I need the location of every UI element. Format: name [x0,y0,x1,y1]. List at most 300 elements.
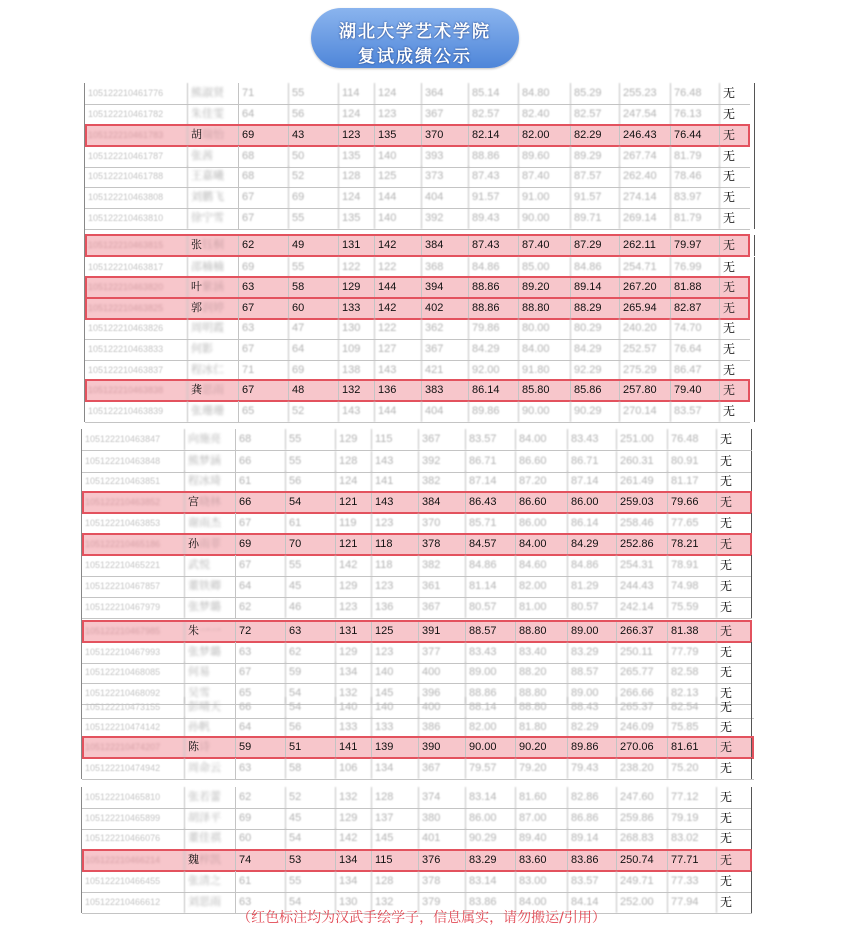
remark-cell: 无 [720,298,755,319]
remark-cell: 无 [717,828,752,849]
candidate-id: 105122210463853 [82,513,185,534]
score-cell: 83.00 [516,871,568,892]
candidate-name [185,787,236,808]
score-cell: 250.11 [617,642,668,663]
score-cell: 383 [422,380,469,401]
table-row [82,758,754,780]
score-cell: 84.80 [519,83,571,104]
score-cell: 55 [289,257,339,278]
score-cell: 82.00 [516,576,568,597]
score-cell: 88.29 [571,298,620,319]
highlighted-row [85,298,750,320]
score-cell: 421 [422,360,469,381]
score-cell: 81.88 [671,277,720,298]
score-cell: 143 [375,360,422,381]
candidate-id: 105122210463817 [85,257,188,278]
score-cell: 129 [336,576,372,597]
score-cell: 142 [375,235,422,256]
name-redacted: 雨菲 [199,538,221,550]
score-cell: 132 [339,380,375,401]
score-cell: 85.00 [519,257,571,278]
score-cell: 87.00 [516,808,568,829]
remark-cell: 无 [717,808,752,829]
score-cell: 84.57 [466,534,516,555]
title-badge [311,8,519,68]
score-cell: 89.00 [568,683,617,704]
table-block [84,83,750,422]
score-cell: 83.57 [466,429,516,450]
score-cell: 122 [375,318,422,339]
score-cell: 62 [236,597,286,618]
table-row [85,146,750,168]
score-cell: 67 [239,187,289,208]
score-cell: 82.29 [571,125,620,146]
table-row [82,787,752,809]
score-cell: 43 [289,125,339,146]
score-cell: 80.57 [568,597,617,618]
table-row [85,187,750,209]
score-cell: 119 [336,513,372,534]
score-cell: 55 [286,555,336,576]
remark-cell: 无 [717,534,752,555]
score-cell: 135 [375,125,422,146]
score-cell: 87.40 [519,235,571,256]
candidate-name [185,697,236,718]
score-cell: 92.29 [571,360,620,381]
highlight-border [82,736,754,759]
candidate-id: 105122210463825 [85,298,188,319]
score-cell: 135 [339,146,375,167]
remark-cell: 无 [717,871,752,892]
score-cell: 88.14 [466,697,516,718]
score-cell: 137 [372,808,419,829]
score-cell: 84.29 [568,534,617,555]
name-surname: 魏 [188,854,199,866]
score-cell: 262.40 [620,166,671,187]
footer-note: （红色标注均为汉武手绘学子，信息属实，请勿搬运/引用） [237,910,606,926]
candidate-name [185,471,236,492]
score-cell: 88.43 [568,697,617,718]
score-cell: 79.43 [568,758,617,779]
score-cell: 87.43 [469,235,519,256]
score-cell: 396 [419,683,466,704]
score-cell: 68 [236,429,286,450]
score-cell: 66 [236,492,286,513]
title-school: 湖北大学艺术学院 [339,22,491,42]
score-cell: 90.00 [519,401,571,422]
remark-cell: 无 [717,492,752,513]
score-cell: 378 [419,871,466,892]
score-cell: 81.80 [516,717,568,738]
candidate-id: 105122210461783 [85,125,188,146]
score-cell: 143 [339,401,375,422]
score-cell: 68 [239,166,289,187]
score-cell: 63 [239,277,289,298]
score-cell: 67 [239,298,289,319]
score-cell: 84.86 [571,257,620,278]
candidate-id: 105122210474942 [82,758,185,779]
candidate-id: 105122210468092 [82,683,185,704]
score-cell: 81.60 [516,787,568,808]
candidate-name [185,758,236,779]
candidate-id: 105122210465186 [82,534,185,555]
score-cell: 270.14 [620,401,671,422]
score-cell: 89.86 [568,737,617,758]
remark-cell: 无 [720,401,755,422]
score-cell: 84.60 [516,555,568,576]
score-cell: 240.20 [620,318,671,339]
score-cell: 74.70 [671,318,720,339]
name-surname: 宫 [188,496,199,508]
score-cell: 65 [236,683,286,704]
remark-cell: 无 [720,166,755,187]
score-cell: 118 [372,555,419,576]
candidate-id: 105122210463820 [85,277,188,298]
score-cell: 83.14 [466,787,516,808]
score-cell: 81.29 [568,576,617,597]
score-cell: 82.86 [568,787,617,808]
score-cell: 135 [339,208,375,229]
score-cell: 238.20 [617,758,668,779]
score-cell: 64 [236,717,286,738]
score-cell: 124 [336,471,372,492]
score-cell: 75.20 [668,758,717,779]
table-row [82,808,752,830]
score-cell: 252.00 [617,892,668,913]
score-cell: 125 [372,621,419,642]
score-cell: 88.80 [516,683,568,704]
table-row [85,83,750,105]
table-row [82,555,752,577]
name-redacted: 梓凯 [199,854,221,866]
candidate-id: 105122210467857 [82,576,185,597]
score-cell: 78.91 [668,555,717,576]
score-cell: 76.44 [671,125,720,146]
score-cell: 84.86 [466,555,516,576]
score-cell: 79.19 [668,808,717,829]
score-cell: 81.00 [516,597,568,618]
score-cell: 55 [289,208,339,229]
score-cell: 79.20 [516,758,568,779]
candidate-id: 105122210461776 [85,83,188,104]
score-cell: 63 [236,758,286,779]
name-redacted: 张清之 [188,875,221,887]
score-cell: 71 [239,83,289,104]
remark-cell: 无 [720,380,755,401]
remark-cell: 无 [717,892,752,913]
score-cell: 74.98 [668,576,717,597]
score-cell: 384 [422,235,469,256]
score-cell: 373 [422,166,469,187]
score-cell: 269.14 [620,208,671,229]
name-surname: 孙 [188,538,199,550]
score-cell: 247.54 [620,104,671,125]
score-cell: 82.87 [671,298,720,319]
table-block [81,787,752,913]
name-surname: 龚 [191,384,202,396]
score-cell: 89.20 [519,277,571,298]
score-cell: 81.17 [668,471,717,492]
table-row [82,828,752,850]
candidate-id: 105122210463852 [82,492,185,513]
score-cell: 267.20 [620,277,671,298]
score-cell: 86.47 [671,360,720,381]
score-cell: 58 [286,758,336,779]
name-redacted: 王嘉曦 [191,170,224,182]
table-row [85,208,750,230]
highlighted-row [82,737,754,759]
score-cell: 88.80 [519,298,571,319]
candidate-id: 105122210463808 [85,187,188,208]
name-redacted: 向施亮 [188,433,221,445]
name-redacted: 周明霞 [191,322,224,334]
score-cell: 382 [419,555,466,576]
score-cell: 133 [372,717,419,738]
score-cell: 85.71 [466,513,516,534]
remark-cell: 无 [717,471,752,492]
table-row [85,104,750,126]
remark-cell: 无 [717,787,752,808]
score-cell: 139 [372,737,419,758]
score-cell: 123 [336,597,372,618]
score-cell: 132 [336,787,372,808]
name-redacted: 董佳祺 [188,832,221,844]
score-cell: 84.00 [516,534,568,555]
score-cell: 52 [289,401,339,422]
score-cell: 62 [236,787,286,808]
candidate-name [185,451,236,472]
score-cell: 141 [372,471,419,492]
score-cell: 56 [286,471,336,492]
score-cell: 58 [289,277,339,298]
score-cell: 83.43 [466,642,516,663]
candidate-name [185,808,236,829]
score-cell: 89.00 [568,621,617,642]
candidate-name [188,401,239,422]
score-cell: 85.80 [519,380,571,401]
score-cell: 67 [236,513,286,534]
score-cell: 267.74 [620,146,671,167]
score-cell: 61 [236,871,286,892]
score-cell: 128 [372,871,419,892]
score-cell: 80.00 [519,318,571,339]
score-cell: 364 [422,83,469,104]
name-redacted: 刘思雨 [188,896,221,908]
score-cell: 55 [289,83,339,104]
score-cell: 92.00 [469,360,519,381]
score-cell: 84.29 [469,339,519,360]
remark-cell: 无 [717,429,752,450]
name-redacted: 一一 [199,625,221,637]
candidate-id: 105122210474207 [82,737,185,758]
name-redacted: 徐宁雪 [191,212,224,224]
table-row [85,339,750,361]
table-row [82,662,752,684]
score-cell: 121 [336,534,372,555]
score-cell: 130 [339,318,375,339]
score-cell: 129 [336,808,372,829]
score-cell: 89.14 [568,828,617,849]
candidate-name [188,146,239,167]
candidate-name [188,257,239,278]
score-cell: 83.60 [516,850,568,871]
remark-cell: 无 [720,257,755,278]
score-cell: 88.57 [568,662,617,683]
score-cell: 250.74 [617,850,668,871]
score-cell: 51 [286,737,336,758]
score-cell: 109 [339,339,375,360]
score-cell: 77.33 [668,871,717,892]
name-redacted: 张珊珊 [191,405,224,417]
candidate-name [188,208,239,229]
score-cell: 62 [239,235,289,256]
score-cell: 265.77 [617,662,668,683]
score-cell: 252.86 [617,534,668,555]
score-cell: 91.57 [571,187,620,208]
score-cell: 145 [372,828,419,849]
score-cell: 404 [422,401,469,422]
score-cell: 392 [422,208,469,229]
candidate-name [188,360,239,381]
score-cell: 247.60 [617,787,668,808]
score-cell: 85.14 [469,83,519,104]
score-cell: 63 [236,892,286,913]
score-cell: 64 [289,339,339,360]
name-surname: 朱 [188,625,199,637]
candidate-name [185,642,236,663]
name-redacted: 思雨 [202,384,224,396]
table-row [82,871,752,893]
name-redacted: 何影 [191,343,213,355]
score-cell: 392 [419,451,466,472]
score-cell: 260.31 [617,451,668,472]
score-cell: 66 [236,451,286,472]
score-cell: 367 [419,597,466,618]
name-redacted: 胡泽平 [188,812,221,824]
score-cell: 79.86 [469,318,519,339]
candidate-id: 105122210474142 [82,717,185,738]
score-cell: 134 [336,662,372,683]
name-redacted: 彭晴天 [188,701,221,713]
score-cell: 79.40 [671,380,720,401]
remark-cell: 无 [717,642,752,663]
candidate-id: 105122210466076 [82,828,185,849]
score-cell: 83.86 [466,892,516,913]
highlight-border [85,379,750,402]
score-cell: 124 [375,83,422,104]
name-redacted: 瑞怡 [202,129,224,141]
candidate-name [185,717,236,738]
score-cell: 404 [422,187,469,208]
candidate-id: 105122210463810 [85,208,188,229]
candidate-name [185,576,236,597]
score-cell: 69 [289,187,339,208]
score-cell: 132 [372,892,419,913]
score-cell: 274.14 [620,187,671,208]
score-cell: 129 [339,277,375,298]
score-cell: 81.79 [671,208,720,229]
score-cell: 88.86 [469,298,519,319]
score-cell: 89.14 [571,277,620,298]
candidate-name [188,187,239,208]
score-cell: 123 [372,642,419,663]
name-redacted: 张茜 [191,150,213,162]
remark-cell: 无 [720,125,755,146]
candidate-name [185,597,236,618]
score-cell: 367 [419,429,466,450]
score-cell: 72 [236,621,286,642]
score-cell: 67 [239,380,289,401]
name-redacted: 程冰仁 [191,364,224,376]
score-cell: 255.23 [620,83,671,104]
score-cell: 66 [236,697,286,718]
score-cell: 82.13 [668,683,717,704]
score-cell: 48 [289,380,339,401]
score-cell: 83.02 [668,828,717,849]
highlight-border [82,533,752,556]
score-cell: 81.14 [466,576,516,597]
candidate-id: 105122210463839 [85,401,188,422]
score-cell: 68 [239,146,289,167]
score-cell: 61 [286,513,336,534]
score-cell: 83.29 [568,642,617,663]
score-cell: 266.66 [617,683,668,704]
score-cell: 91.00 [519,187,571,208]
score-cell: 382 [419,471,466,492]
score-cell: 142 [336,828,372,849]
remark-cell: 无 [717,621,752,642]
name-redacted: 诗 [199,741,210,753]
score-cell: 127 [375,339,422,360]
score-cell: 90.00 [519,208,571,229]
highlighted-row [82,850,752,872]
remark-cell: 无 [720,277,755,298]
candidate-name [188,318,239,339]
remark-cell: 无 [720,146,755,167]
remark-cell: 无 [720,187,755,208]
score-cell: 83.97 [671,187,720,208]
score-cell: 402 [422,298,469,319]
candidate-id: 105122210466455 [82,871,185,892]
score-cell: 70 [286,534,336,555]
candidate-id: 105122210463848 [82,451,185,472]
candidate-id: 105122210466214 [82,850,185,871]
score-cell: 63 [236,642,286,663]
score-cell: 80.57 [466,597,516,618]
score-cell: 400 [419,662,466,683]
score-cell: 79.66 [668,492,717,513]
score-cell: 83.29 [466,850,516,871]
candidate-id: 105122210467979 [82,597,185,618]
name-redacted: 孙帆 [188,721,210,733]
remark-cell: 无 [717,683,752,704]
name-surname: 郭 [191,302,202,314]
name-redacted: 邵楠楠 [191,261,224,273]
score-cell: 90.29 [571,401,620,422]
name-redacted: 朱佳雯 [191,108,224,120]
score-cell: 76.99 [671,257,720,278]
score-cell: 82.57 [571,104,620,125]
score-cell: 86.71 [568,451,617,472]
score-cell: 45 [286,808,336,829]
score-cell: 87.14 [466,471,516,492]
score-cell: 376 [419,850,466,871]
name-redacted: 谢雨杰 [188,517,221,529]
score-cell: 122 [375,257,422,278]
score-cell: 252.57 [620,339,671,360]
score-cell: 367 [419,758,466,779]
score-cell: 136 [375,380,422,401]
